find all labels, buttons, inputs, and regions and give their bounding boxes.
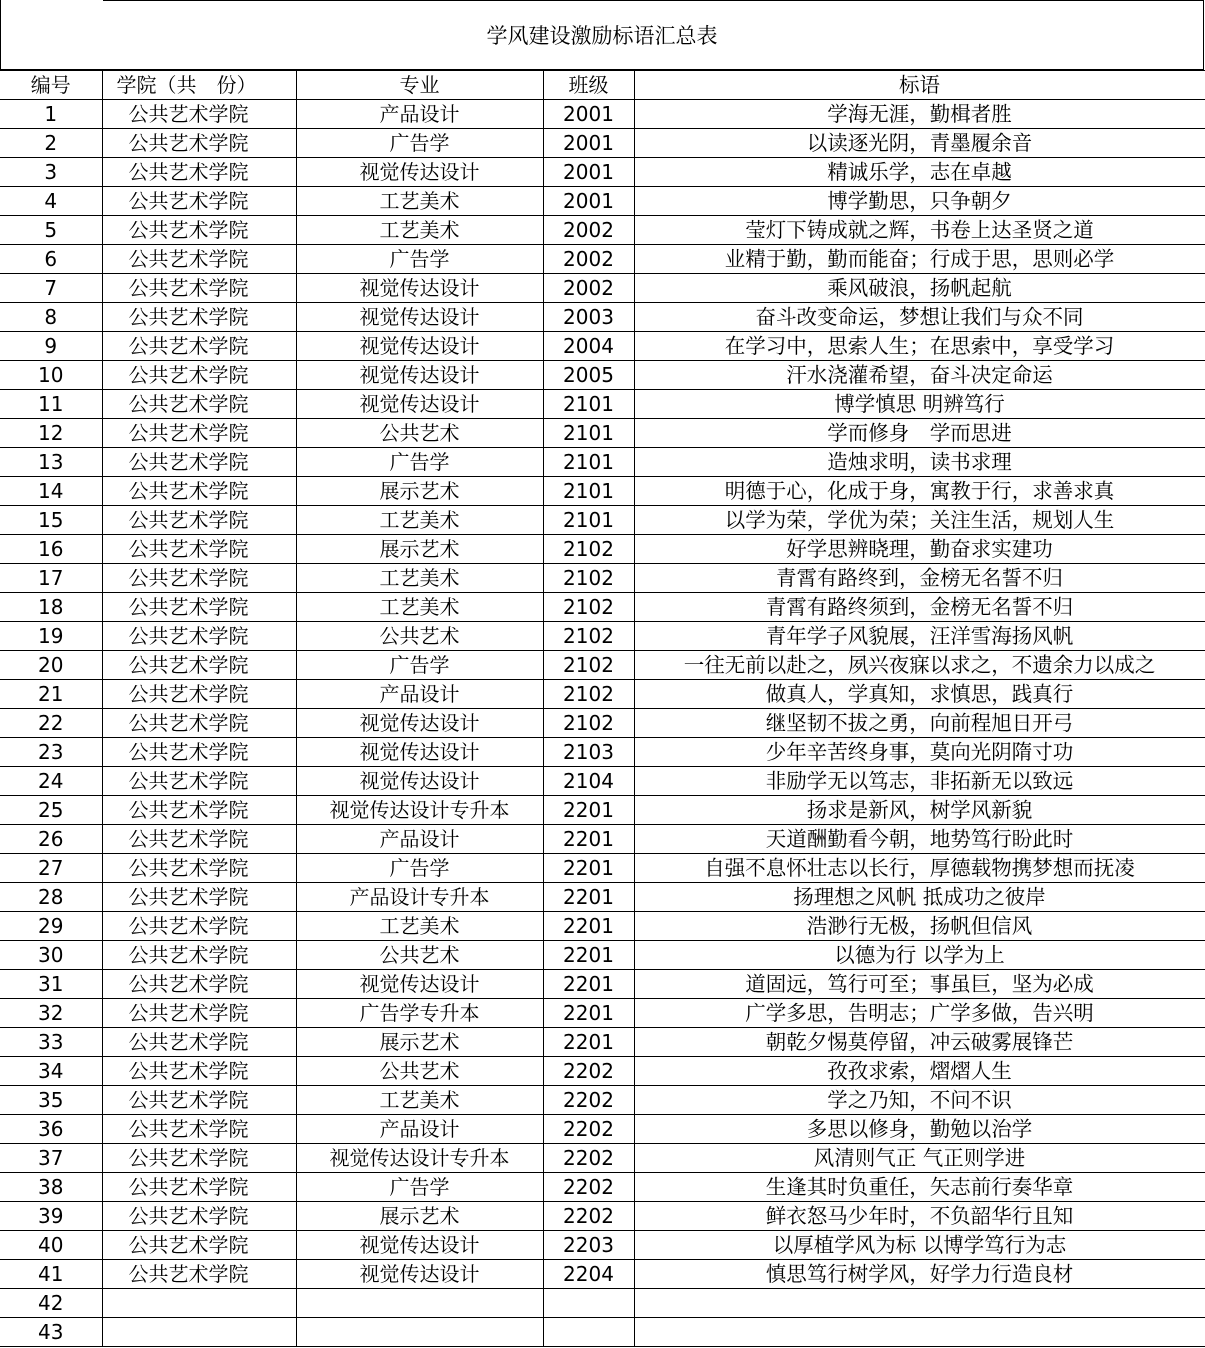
- cell-college[interactable]: 公共艺术学院: [102, 245, 296, 274]
- header-college[interactable]: 学院（共 份）: [102, 71, 296, 100]
- cell-slogan[interactable]: [634, 1318, 1205, 1347]
- table-row: [0, 332, 1205, 361]
- cell-class[interactable]: 2202: [543, 1086, 634, 1115]
- cell-id[interactable]: 17: [0, 564, 102, 593]
- table-title: 学风建设激励标语汇总表: [486, 23, 718, 48]
- cell-slogan[interactable]: 青年学子风貌展，汪洋雪海扬风帆: [634, 622, 1205, 651]
- cell-college[interactable]: [102, 1318, 296, 1347]
- cell-slogan[interactable]: 学而修身 学而思进: [634, 419, 1205, 448]
- cell-class[interactable]: 2201: [543, 912, 634, 941]
- table-row: [0, 709, 1205, 738]
- cell-slogan[interactable]: 青霄有路终到，金榜无名誓不归: [634, 564, 1205, 593]
- cell-class[interactable]: 2102: [543, 593, 634, 622]
- cell-college[interactable]: 公共艺术学院: [102, 419, 296, 448]
- cell-major[interactable]: 展示艺术: [296, 1202, 543, 1231]
- cell-college[interactable]: 公共艺术学院: [102, 912, 296, 941]
- table-row: [0, 216, 1205, 245]
- table-row: [0, 1086, 1205, 1115]
- title-top-border: [103, 0, 1203, 1]
- table-row: [0, 738, 1205, 767]
- cell-college[interactable]: 公共艺术学院: [102, 274, 296, 303]
- cell-college[interactable]: 公共艺术学院: [102, 825, 296, 854]
- cell-slogan[interactable]: 天道酬勤看今朝，地势笃行盼此时: [634, 825, 1205, 854]
- cell-college[interactable]: 公共艺术学院: [102, 1057, 296, 1086]
- cell-major[interactable]: 产品设计: [296, 1115, 543, 1144]
- cell-college[interactable]: 公共艺术学院: [102, 100, 296, 129]
- table-row: [0, 1057, 1205, 1086]
- cell-college[interactable]: 公共艺术学院: [102, 390, 296, 419]
- header-major[interactable]: 专业: [296, 71, 543, 100]
- table-row: [0, 1173, 1205, 1202]
- cell-slogan[interactable]: 以德为行 以学为上: [634, 941, 1205, 970]
- table-row: [0, 912, 1205, 941]
- cell-major[interactable]: 展示艺术: [296, 1028, 543, 1057]
- cell-slogan[interactable]: 博学慎思 明辨笃行: [634, 390, 1205, 419]
- cell-id[interactable]: 5: [0, 216, 102, 245]
- cell-college[interactable]: 公共艺术学院: [102, 506, 296, 535]
- table-row: [0, 506, 1205, 535]
- table-row: [0, 361, 1205, 390]
- cell-id[interactable]: 28: [0, 883, 102, 912]
- table-row: [0, 970, 1205, 999]
- cell-major[interactable]: 视觉传达设计: [296, 1260, 543, 1289]
- cell-class[interactable]: 2203: [543, 1231, 634, 1260]
- cell-major[interactable]: 视觉传达设计: [296, 158, 543, 187]
- cell-major[interactable]: 视觉传达设计专升本: [296, 1144, 543, 1173]
- cell-college[interactable]: 公共艺术学院: [102, 564, 296, 593]
- cell-id[interactable]: 43: [0, 1318, 102, 1347]
- cell-id[interactable]: 34: [0, 1057, 102, 1086]
- cell-id[interactable]: 8: [0, 303, 102, 332]
- cell-major[interactable]: 广告学: [296, 1173, 543, 1202]
- table-row: [0, 1318, 1205, 1347]
- cell-id[interactable]: 16: [0, 535, 102, 564]
- cell-class[interactable]: 2003: [543, 303, 634, 332]
- cell-major[interactable]: 广告学: [296, 129, 543, 158]
- cell-class[interactable]: 2101: [543, 477, 634, 506]
- cell-slogan[interactable]: 一往无前以赴之，夙兴夜寐以求之，不遗余力以成之: [634, 651, 1205, 680]
- cell-id[interactable]: 18: [0, 593, 102, 622]
- header-slogan[interactable]: 标语: [634, 71, 1205, 100]
- cell-major[interactable]: [296, 1318, 543, 1347]
- cell-college[interactable]: 公共艺术学院: [102, 477, 296, 506]
- cell-slogan[interactable]: 继坚韧不拔之勇，向前程旭日开弓: [634, 709, 1205, 738]
- cell-college[interactable]: 公共艺术学院: [102, 767, 296, 796]
- cell-id[interactable]: 14: [0, 477, 102, 506]
- cell-class[interactable]: 2005: [543, 361, 634, 390]
- table-row: [0, 129, 1205, 158]
- cell-class[interactable]: 2102: [543, 535, 634, 564]
- cell-college[interactable]: 公共艺术学院: [102, 1086, 296, 1115]
- cell-slogan[interactable]: 奋斗改变命运，梦想让我们与众不同: [634, 303, 1205, 332]
- cell-major[interactable]: 公共艺术: [296, 1057, 543, 1086]
- cell-college[interactable]: 公共艺术学院: [102, 1231, 296, 1260]
- header-id[interactable]: 编号: [0, 71, 102, 100]
- cell-class[interactable]: 2201: [543, 825, 634, 854]
- table-row: [0, 854, 1205, 883]
- cell-id[interactable]: 4: [0, 187, 102, 216]
- table-row: [0, 1144, 1205, 1173]
- cell-major[interactable]: 公共艺术: [296, 941, 543, 970]
- cell-slogan[interactable]: 朝乾夕惕莫停留，冲云破雾展锋芒: [634, 1028, 1205, 1057]
- cell-major[interactable]: 公共艺术: [296, 419, 543, 448]
- table-row: [0, 564, 1205, 593]
- cell-id[interactable]: 9: [0, 332, 102, 361]
- cell-college[interactable]: 公共艺术学院: [102, 1144, 296, 1173]
- table-row: [0, 680, 1205, 709]
- cell-college[interactable]: 公共艺术学院: [102, 883, 296, 912]
- cell-college[interactable]: 公共艺术学院: [102, 999, 296, 1028]
- cell-slogan[interactable]: 汗水浇灌希望，奋斗决定命运: [634, 361, 1205, 390]
- cell-slogan[interactable]: [634, 1289, 1205, 1318]
- cell-college[interactable]: 公共艺术学院: [102, 158, 296, 187]
- table-row: [0, 1028, 1205, 1057]
- cell-slogan[interactable]: 好学思辨晓理，勤奋求实建功: [634, 535, 1205, 564]
- cell-class[interactable]: 2201: [543, 941, 634, 970]
- cell-college[interactable]: 公共艺术学院: [102, 796, 296, 825]
- cell-major[interactable]: 视觉传达设计: [296, 970, 543, 999]
- table-row: [0, 651, 1205, 680]
- cell-id[interactable]: 15: [0, 506, 102, 535]
- cell-college[interactable]: 公共艺术学院: [102, 187, 296, 216]
- cell-major[interactable]: 产品设计: [296, 680, 543, 709]
- cell-major[interactable]: 视觉传达设计: [296, 361, 543, 390]
- cell-slogan[interactable]: 道固远，笃行可至；事虽巨，坚为必成: [634, 970, 1205, 999]
- cell-id[interactable]: 13: [0, 448, 102, 477]
- cell-slogan[interactable]: 浩渺行无极，扬帆但信风: [634, 912, 1205, 941]
- cell-class[interactable]: 2201: [543, 970, 634, 999]
- cell-major[interactable]: 广告学: [296, 448, 543, 477]
- cell-major[interactable]: 视觉传达设计: [296, 738, 543, 767]
- cell-class[interactable]: 2201: [543, 854, 634, 883]
- table-row: [0, 187, 1205, 216]
- cell-college[interactable]: 公共艺术学院: [102, 970, 296, 999]
- cell-id[interactable]: 38: [0, 1173, 102, 1202]
- cell-slogan[interactable]: 风清则气正 气正则学进: [634, 1144, 1205, 1173]
- cell-id[interactable]: 22: [0, 709, 102, 738]
- cell-major[interactable]: 展示艺术: [296, 535, 543, 564]
- cell-college[interactable]: 公共艺术学院: [102, 1202, 296, 1231]
- cell-id[interactable]: 31: [0, 970, 102, 999]
- cell-slogan[interactable]: 精诚乐学，志在卓越: [634, 158, 1205, 187]
- table-title-cell[interactable]: [0, 0, 1204, 70]
- cell-college[interactable]: 公共艺术学院: [102, 303, 296, 332]
- header-class[interactable]: 班级: [543, 71, 634, 100]
- cell-slogan[interactable]: 以厚植学风为标 以博学笃行为志: [634, 1231, 1205, 1260]
- cell-major[interactable]: 视觉传达设计: [296, 767, 543, 796]
- cell-id[interactable]: 42: [0, 1289, 102, 1318]
- cell-id[interactable]: 3: [0, 158, 102, 187]
- cell-class[interactable]: 2204: [543, 1260, 634, 1289]
- cell-id[interactable]: 36: [0, 1115, 102, 1144]
- cell-slogan[interactable]: 乘风破浪，扬帆起航: [634, 274, 1205, 303]
- cell-slogan[interactable]: 学之乃知，不问不识: [634, 1086, 1205, 1115]
- table-row: [0, 274, 1205, 303]
- cell-slogan[interactable]: 博学勤思，只争朝夕: [634, 187, 1205, 216]
- cell-class[interactable]: 2201: [543, 999, 634, 1028]
- cell-major[interactable]: 工艺美术: [296, 912, 543, 941]
- cell-college[interactable]: 公共艺术学院: [102, 680, 296, 709]
- cell-class[interactable]: 2103: [543, 738, 634, 767]
- cell-class[interactable]: 2004: [543, 332, 634, 361]
- cell-slogan[interactable]: 莹灯下铸成就之辉，书卷上达圣贤之道: [634, 216, 1205, 245]
- cell-class[interactable]: 2001: [543, 100, 634, 129]
- cell-slogan[interactable]: 在学习中，思索人生；在思索中，享受学习: [634, 332, 1205, 361]
- table-row: [0, 593, 1205, 622]
- cell-college[interactable]: 公共艺术学院: [102, 738, 296, 767]
- cell-id[interactable]: 37: [0, 1144, 102, 1173]
- header-row: [0, 71, 1205, 100]
- cell-major[interactable]: 视觉传达设计: [296, 332, 543, 361]
- table-row: [0, 535, 1205, 564]
- cell-id[interactable]: 23: [0, 738, 102, 767]
- cell-college[interactable]: 公共艺术学院: [102, 622, 296, 651]
- table-row: [0, 1202, 1205, 1231]
- cell-class[interactable]: 2001: [543, 187, 634, 216]
- cell-college[interactable]: 公共艺术学院: [102, 941, 296, 970]
- cell-college[interactable]: 公共艺术学院: [102, 651, 296, 680]
- cell-major[interactable]: 公共艺术: [296, 622, 543, 651]
- cell-id[interactable]: 1: [0, 100, 102, 129]
- cell-class[interactable]: 2102: [543, 564, 634, 593]
- cell-college[interactable]: 公共艺术学院: [102, 854, 296, 883]
- cell-major[interactable]: 广告学: [296, 854, 543, 883]
- cell-slogan[interactable]: 慎思笃行树学风，好学力行造良材: [634, 1260, 1205, 1289]
- table-row: [0, 100, 1205, 129]
- cell-college[interactable]: 公共艺术学院: [102, 129, 296, 158]
- table-row: [0, 1289, 1205, 1318]
- cell-major[interactable]: 工艺美术: [296, 187, 543, 216]
- cell-college[interactable]: 公共艺术学院: [102, 1173, 296, 1202]
- cell-id[interactable]: 29: [0, 912, 102, 941]
- cell-slogan[interactable]: 广学多思，告明志；广学多做，告兴明: [634, 999, 1205, 1028]
- cell-class[interactable]: 2001: [543, 158, 634, 187]
- table-row: [0, 477, 1205, 506]
- table-row: [0, 883, 1205, 912]
- cell-class[interactable]: 2102: [543, 651, 634, 680]
- cell-id[interactable]: 35: [0, 1086, 102, 1115]
- cell-college[interactable]: 公共艺术学院: [102, 332, 296, 361]
- cell-major[interactable]: 产品设计: [296, 825, 543, 854]
- cell-class[interactable]: 2104: [543, 767, 634, 796]
- cell-class[interactable]: 2201: [543, 883, 634, 912]
- cell-id[interactable]: 11: [0, 390, 102, 419]
- cell-slogan[interactable]: 以学为荣，学优为荣；关注生活，规划人生: [634, 506, 1205, 535]
- cell-class[interactable]: 2202: [543, 1202, 634, 1231]
- cell-id[interactable]: 32: [0, 999, 102, 1028]
- cell-major[interactable]: 产品设计专升本: [296, 883, 543, 912]
- cell-id[interactable]: 20: [0, 651, 102, 680]
- cell-class[interactable]: 2201: [543, 1028, 634, 1057]
- cell-class[interactable]: 2201: [543, 796, 634, 825]
- cell-id[interactable]: 30: [0, 941, 102, 970]
- cell-id[interactable]: 12: [0, 419, 102, 448]
- cell-major[interactable]: 视觉传达设计专升本: [296, 796, 543, 825]
- cell-major[interactable]: 工艺美术: [296, 216, 543, 245]
- cell-class[interactable]: 2202: [543, 1115, 634, 1144]
- cell-class[interactable]: 2101: [543, 390, 634, 419]
- table-row: [0, 303, 1205, 332]
- cell-slogan[interactable]: 非励学无以笃志，非拓新无以致远: [634, 767, 1205, 796]
- cell-class[interactable]: 2101: [543, 506, 634, 535]
- cell-slogan[interactable]: 造烛求明，读书求理: [634, 448, 1205, 477]
- cell-class[interactable]: 2002: [543, 245, 634, 274]
- cell-class[interactable]: 2101: [543, 448, 634, 477]
- cell-slogan[interactable]: 青霄有路终须到，金榜无名誓不归: [634, 593, 1205, 622]
- cell-class[interactable]: 2202: [543, 1057, 634, 1086]
- cell-id[interactable]: 21: [0, 680, 102, 709]
- cell-slogan[interactable]: 自强不息怀壮志以长行，厚德载物携梦想而抚凌: [634, 854, 1205, 883]
- cell-id[interactable]: 41: [0, 1260, 102, 1289]
- cell-major[interactable]: 广告学: [296, 245, 543, 274]
- cell-id[interactable]: 27: [0, 854, 102, 883]
- cell-college[interactable]: 公共艺术学院: [102, 1028, 296, 1057]
- cell-major[interactable]: 视觉传达设计: [296, 1231, 543, 1260]
- cell-id[interactable]: 2: [0, 129, 102, 158]
- cell-slogan[interactable]: 做真人，学真知，求慎思，践真行: [634, 680, 1205, 709]
- cell-major[interactable]: 工艺美术: [296, 506, 543, 535]
- table-row: [0, 158, 1205, 187]
- cell-major[interactable]: 广告学专升本: [296, 999, 543, 1028]
- cell-college[interactable]: 公共艺术学院: [102, 1115, 296, 1144]
- cell-major[interactable]: [296, 1289, 543, 1318]
- cell-class[interactable]: 2202: [543, 1144, 634, 1173]
- cell-slogan[interactable]: 孜孜求索，熠熠人生: [634, 1057, 1205, 1086]
- cell-major[interactable]: 产品设计: [296, 100, 543, 129]
- cell-college[interactable]: 公共艺术学院: [102, 361, 296, 390]
- table-row: [0, 419, 1205, 448]
- cell-major[interactable]: 视觉传达设计: [296, 709, 543, 738]
- cell-major[interactable]: 广告学: [296, 651, 543, 680]
- table-row: [0, 1115, 1205, 1144]
- cell-class[interactable]: 2102: [543, 680, 634, 709]
- cell-slogan[interactable]: 扬求是新风，树学风新貌: [634, 796, 1205, 825]
- table-row: [0, 941, 1205, 970]
- table-row: [0, 767, 1205, 796]
- cell-major[interactable]: 视觉传达设计: [296, 390, 543, 419]
- table-body: [0, 100, 1205, 1347]
- cell-id[interactable]: 24: [0, 767, 102, 796]
- cell-major[interactable]: 工艺美术: [296, 564, 543, 593]
- table-row: [0, 245, 1205, 274]
- cell-id[interactable]: 7: [0, 274, 102, 303]
- table-row: [0, 796, 1205, 825]
- cell-class[interactable]: [543, 1289, 634, 1318]
- cell-slogan[interactable]: 少年辛苦终身事，莫向光阴隋寸功: [634, 738, 1205, 767]
- table-row: [0, 825, 1205, 854]
- table-row: [0, 1260, 1205, 1289]
- cell-slogan[interactable]: 学海无涯，勤楫者胜: [634, 100, 1205, 129]
- table-row: [0, 1231, 1205, 1260]
- cell-college[interactable]: 公共艺术学院: [102, 535, 296, 564]
- cell-college[interactable]: 公共艺术学院: [102, 1260, 296, 1289]
- cell-class[interactable]: 2001: [543, 129, 634, 158]
- slogan-table: [0, 70, 1205, 1347]
- cell-college[interactable]: 公共艺术学院: [102, 593, 296, 622]
- cell-slogan[interactable]: 业精于勤，勤而能奋；行成于思，思则必学: [634, 245, 1205, 274]
- cell-id[interactable]: 6: [0, 245, 102, 274]
- cell-id[interactable]: 40: [0, 1231, 102, 1260]
- cell-major[interactable]: 工艺美术: [296, 1086, 543, 1115]
- cell-id[interactable]: 25: [0, 796, 102, 825]
- cell-class[interactable]: 2102: [543, 709, 634, 738]
- cell-id[interactable]: 19: [0, 622, 102, 651]
- cell-class[interactable]: [543, 1318, 634, 1347]
- cell-slogan[interactable]: 多思以修身，勤勉以治学: [634, 1115, 1205, 1144]
- cell-class[interactable]: 2102: [543, 622, 634, 651]
- table-row: [0, 390, 1205, 419]
- cell-slogan[interactable]: 生逢其时负重任，矢志前行奏华章: [634, 1173, 1205, 1202]
- cell-class[interactable]: 2002: [543, 216, 634, 245]
- cell-college[interactable]: 公共艺术学院: [102, 216, 296, 245]
- cell-college[interactable]: [102, 1289, 296, 1318]
- cell-class[interactable]: 2002: [543, 274, 634, 303]
- cell-id[interactable]: 33: [0, 1028, 102, 1057]
- table-row: [0, 622, 1205, 651]
- cell-college[interactable]: 公共艺术学院: [102, 709, 296, 738]
- cell-major[interactable]: 视觉传达设计: [296, 274, 543, 303]
- cell-slogan[interactable]: 鲜衣怒马少年时，不负韶华行且知: [634, 1202, 1205, 1231]
- cell-class[interactable]: 2101: [543, 419, 634, 448]
- cell-slogan[interactable]: 明德于心，化成于身，寓教于行，求善求真: [634, 477, 1205, 506]
- cell-slogan[interactable]: 以读逐光阴，青墨履余音: [634, 129, 1205, 158]
- cell-slogan[interactable]: 扬理想之风帆 抵成功之彼岸: [634, 883, 1205, 912]
- cell-class[interactable]: 2202: [543, 1173, 634, 1202]
- cell-major[interactable]: 视觉传达设计: [296, 303, 543, 332]
- cell-major[interactable]: 工艺美术: [296, 593, 543, 622]
- cell-id[interactable]: 39: [0, 1202, 102, 1231]
- cell-id[interactable]: 26: [0, 825, 102, 854]
- cell-id[interactable]: 10: [0, 361, 102, 390]
- cell-major[interactable]: 展示艺术: [296, 477, 543, 506]
- table-row: [0, 999, 1205, 1028]
- cell-college[interactable]: 公共艺术学院: [102, 448, 296, 477]
- table-row: [0, 448, 1205, 477]
